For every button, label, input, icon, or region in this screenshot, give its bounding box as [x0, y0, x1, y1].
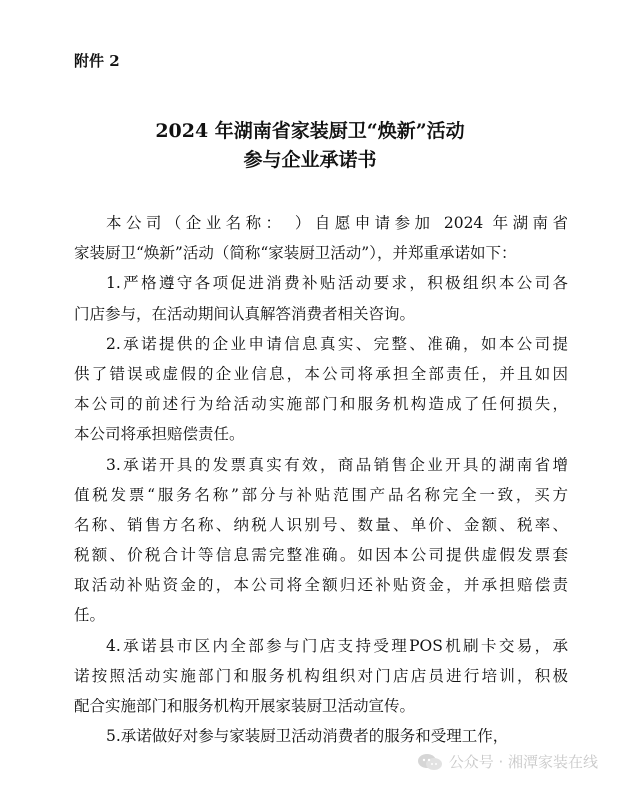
- item-1-line-1: 1.严格遵守各项促进消费补贴活动要求，积极组织本公司各: [106, 274, 568, 293]
- intro-line-1: 本公司（企业名称： ）自愿申请参加 2024 年湖南省: [106, 214, 568, 232]
- item-2-line-4: 本公司将承担赔偿责任。: [74, 425, 245, 444]
- wechat-icon: [417, 753, 443, 771]
- item-3-line-6: 任。: [74, 606, 106, 625]
- item-3-line-4: 税额、价税合计等信息需完整准确。如因本公司提供虚假发票套: [74, 546, 568, 565]
- item-4-line-3: 配合实施部门和服务机构开展家装厨卫活动宣传。: [74, 697, 416, 715]
- document-title-line-2: 参与企业承诺书: [243, 149, 377, 171]
- item-3-line-3: 名称、销售方名称、纳税人识别号、数量、单价、金额、税率、: [74, 515, 568, 534]
- watermark: [417, 751, 598, 772]
- item-2-line-3: 本公司的前述行为给活动实施部门和服务机构造成了任何损失，: [74, 395, 568, 414]
- item-4-line-2: 诺按照活动实施部门和服务机构组织对门店店员进行培训，积极: [74, 666, 568, 685]
- item-5-line-1: 5.承诺做好对参与家装厨卫活动消费者的服务和受理工作，: [106, 727, 509, 746]
- watermark-text: 公众号 · 湘潭家装在线: [448, 753, 598, 771]
- item-4-line-1: 4.承诺县市区内全部参与门店支持受理POS机刷卡交易，承: [106, 636, 568, 655]
- item-3-line-5: 取活动补贴资金的，本公司将全额归还补贴资金，并承担赔偿责: [74, 576, 568, 595]
- item-3-line-1: 3.承诺开具的发票真实有效，商品销售企业开具的湖南省增: [106, 455, 568, 474]
- item-2-line-2: 供了错误或虚假的企业信息，本公司将承担全部责任，并且如因: [74, 364, 568, 383]
- intro-line-2: 家装厨卫“焕新”活动（简称“家装厨卫活动”），并郑重承诺如下：: [74, 244, 517, 263]
- item-1-line-2: 门店参与，在活动期间认真解答消费者相关咨询。: [74, 304, 416, 323]
- pledge-body: [74, 208, 568, 751]
- item-2-line-1: 2.承诺提供的企业申请信息真实、完整、准确，如本公司提: [106, 334, 568, 353]
- attachment-label: 附件 2: [74, 52, 120, 70]
- document-title-line-1: 2024 年湖南省家装厨卫“焕新”活动: [155, 120, 465, 142]
- item-3-line-2: 值税发票“服务名称”部分与补贴范围产品名称完全一致，买方: [74, 485, 568, 504]
